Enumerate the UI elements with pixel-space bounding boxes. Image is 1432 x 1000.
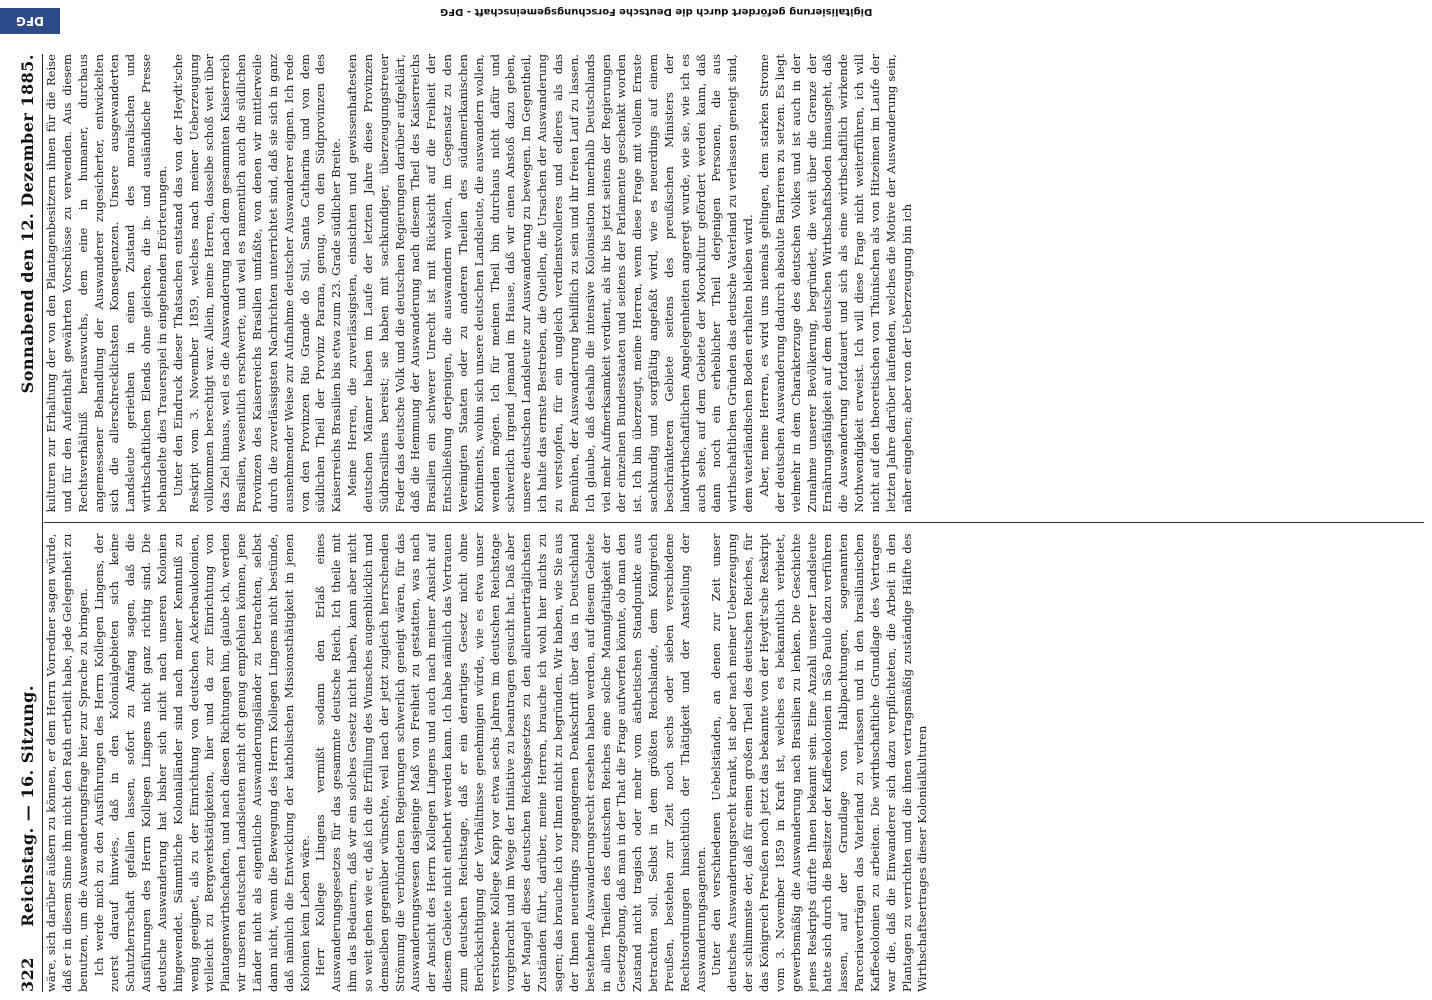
column-divider [44, 523, 1424, 524]
paragraph: wäre, sich darüber äußern zu können, er dem Herrn Vorredner sagen würde, daß er in diesem Sinne ihm nicht den Rath ertheilt habe, jede Gelegenheit zu benutzen, um die Auswanderungsfrage hier zur Sprache zu bringen. [44, 533, 90, 992]
paragraph: Unter den Eindruck dieser Thatsachen entstand das von der Heydt'sche Reskript vom 3. November 1859, welches nach meiner Ueberzeugung vollkommen berechtigt war. Allein, meine Herren, dasselbe schoß weit über das Ziel hinaus, weil es die Auswanderung nach dem gesammten Kaiserreich Brasilien, wesentlich erschwerte, und weil es namentlich auch die südlichen Provinzen des Kaiserreichs Brasilien umfaßte, von denen wir mittlerweile durch die zuverlässigsten Nachrichten unterrichtet sind, daß sie sich in ganz ausnehmender Weise zur Aufnahme deutscher Auswanderer eignen. Ich rede von den Provinzen Rio Grande do Sul, Santa Catharina und von dem südlichen Theil der Provinz Parana, genug, von den Südprovinzen des Kaiserreichs Brasilien bis etwa zum 23. Grade südlicher Breite. [170, 54, 344, 513]
header-session: Reichstag. — 16. Sitzung. [17, 685, 37, 927]
paragraph: Meine Herren, die zuverlässigsten, einsichten und gewissenhaftesten deutschen Männer haben im Laufe der letzten Jahre diese Provinzen Südbrasiliens bereist; sie haben mit sachkundiger, überzeugungstreuer Feder das deutsche Volk und die deutschen Regierungen darüber aufgeklärt, daß die Hemmung der Auswanderung nach diesem Theil des Kaiserreichs Brasilien ein schwerer Unrecht ist mit Rücksicht auf die Freiheit der Entschließung derjenigen, die auswandern wollen, im Gegensatz zu den Vereinigten Staaten oder zu anderen Theilen des südamerikanischen Kontinents, wohin sich unsere deutschen Landsleute, die auswandern wollen, wenden mögen. Ich für meinen Theil bin durchaus nicht dafür und schwerlich irgend jemand im Hause, daß wir einen Anstoß dazu geben, unsere deutschen Landsleute zur Auswanderung zu bewegen. Im Gegentheil, ich halte das ernste Bestreben, die Quellen, die Ursachen der Auswanderung zu verstopfen, für ein ungleich verdienstvolleres und edleres als das Bemühen, der Auswanderung behilflich zu sein und ihr freien Lauf zu lassen. Ich glaube, daß deshalb die intensive Kolonisation innerhalb Deutschlands viel mehr Aufmerksamkeit verdient, als ihr bis jetzt seitens der Regierungen der einzelnen Bundesstaaten und seitens der Parlamente geschenkt worden ist. Ich bin überzeugt, meine Herren, wenn diese Frage mit vollem Ernste sachkundig und sorgfältig angefaßt wird, wie es neuerdings auf einem beschränkteren Gebiete seitens des preußischen Ministers der landwirthschaftlichen Angelegenheiten angeregt wurde, wie sie, wie ich es auch sehe, auf dem Gebiete der Moorkultur gefördert werden kann, daß dann noch ein erheblicher Theil derjenigen Personen, die aus wirthschaftlichen Gründen das deutsche Vaterland zu verlassen geneigt sind, dem vaterländischen Boden erhalten bleiben wird. [345, 54, 756, 513]
paragraph: Herr Kollege Lingens vermißt sodann den Erlaß eines Auswanderungsgesetzes für das gesammte deutsche Reich. Ich theile mit ihm das Bedauern, daß wir ein solches Gesetz nicht haben, kann aber nicht so weit gehen wie er, daß ich die Erfüllung des Wunsches augenblicklich und demselben gegenüber wünschte, weil nach der jetzt zugleich herrschenden Strömung die verbündeten Regierungen schwerlich geneigt wären, für das Auswanderungswesen dasjenige Maß von Freiheit zu gestatten, was nach der Ansicht des Herrn Kollegen Lingens und auch nach meiner Ansicht auf diesem Gebiete nicht entbehrt werden kann. Ich habe nämlich das Vertrauen zum deutschen Reichstage, daß er ein derartiges Gesetz nicht ohne Berücksichtigung der Verhältnisse genehmigen würde, wie es etwa unser verstorbene Kollege Kapp vor etwa sechs Jahren im deutschen Reichstage vorgebracht und im Wege der Initiative zu beantragen gesucht hat. Daß aber der Mangel dieses deutschen Reichsgesetzes zu den allerunerträglichsten Zuständen führt, darüber, meine Herren, brauche ich wohl hier nichts zu sagen; das brauche ich vor Ihnen nicht zu begründen. Wir haben, wie Sie aus der Ihnen neuerdings zugegangenen Denkschrift über das in Deutschland bestehende Auswanderungsrecht ersehen haben werden, auf diesem Gebiete in allen Theilen des deutschen Reiches eine solche Mannigfaltigkeit der Gesetzgebung, daß man in der That die Frage aufwerfen könnte, ob man den Zustand nicht tragisch oder mehr vom ästhetischen Standpunkte aus betrachten soll. Selbst in dem größten Reichslande, dem Königreich Preußen, bestehen zur Zeit noch sechs oder sieben verschiedene Rechtsordnungen hinsichtlich der Thätigkeit und der Anstellung der Auswanderungsagenten. [313, 533, 708, 992]
header-left [18, 685, 37, 992]
paragraph: Aber, meine Herren, es wird uns niemals gelingen, dem starken Strome der deutschen Auswanderung dadurch absolute Barrieren zu setzen. Es liegt vielmehr in dem Charakterzuge des deutschen Volkes und ist auch in der Zunahme unserer Bevölkerung, begründet, die weit über die Grenze der Ernährungsfähigkeit auf dem deutschen Wirthschaftsboden hinausgeht, daß die Auswanderung fortdauert und sich als eine wirthschaftlich wirkende Nothwendigkeit erweist. Ich will diese Frage nicht weiterführen, ich will nicht auf den theoretischen von Thünischen als von Hitzeimen im Laufe der letzten Jahre darüber laufenden, welches die Motive der Auswanderung sein, näher eingehen; aber von der Ueberzeugung bin ich [756, 54, 914, 513]
dfg-credit-strip [0, 0, 1432, 40]
paragraph: kulturen zur Erhaltung der von den Plantagenbesitzern ihnen für die Reise und für den Aufenthalt gewährten Vorschüsse zu verwenden. Aus diesem Rechtsverhältniß herauswuchs, dem eine in humaner, durchaus angemessener Behandlung der Auswanderer zugesicherter, entwickelten sich die allerschrecklichsten Konsequenzen. Unsere ausgewanderten Landsleute geriethen in einen Zustand des moralischen und wirthschaftlichen Elends ohne gleichen, die in- und ausländische Presse behandelte dies Trauerspiel in eingehenden Erörterungen. [44, 54, 169, 513]
text-column-left [44, 534, 1424, 993]
page-header [14, 54, 43, 992]
dfg-credit-text: Digitalisierung gefördert durch die Deutsche Forschungsgemeinschaft - DFG [440, 6, 873, 17]
dfg-logo: DFG [0, 8, 60, 34]
text-columns [44, 54, 1424, 992]
page-number: 322 [17, 957, 37, 992]
header-date: Sonnabend den 12. Dezember 1885. [17, 54, 37, 394]
paragraph: Unter den verschiedenen Uebelständen, an denen zur Zeit unser deutsches Auswanderungsrecht krankt, ist aber nach meiner Ueberzeugung der schlimmste der, daß für einen großen Theil des deutschen Reiches, für das Königreich Preußen noch jetzt das bekannte von der Heydt'sche Reskript vom 3. November 1859 in Kraft ist, welches es bekanntlich verbietet, gewerbsmäßig die Auswanderung nach Brasilien zu lenken. Die Geschichte jenes Reskripts dürfte Ihnen bekannt sein. Eine Anzahl unserer Landsleute hatte sich durch die Besitzer der Kaffeekolonien in São Paulo dazu verführen lassen, auf der Grundlage von Halbpachtungen, sogenannten Parceriaverträgen das Vaterland zu verlassen und in den brasilianischen Kaffeekolonien zu arbeiten. Die wirthschaftliche Grundlage des Vertrages war die, daß die Einwanderer sich dazu verpflichteten, die Arbeit in den Plantagen zu verrichten und die ihnen vertragsmäßig zuständige Hälfte des Wirthschaftsertrages dieser Kolonialkulturen [709, 533, 930, 992]
paragraph: Ich werde mich zu den Ausführungen des Herrn Kollegen Lingens, der zuerst darauf hinwies, daß in den Kolonialgebieten sich keine Schutzherrschaft gefallen lassen, sofort zu Anfang sagen, daß die Ausführungen des Herrn Kollegen Lingens nicht ganz richtig sind. Die deutsche Auswanderung hat bisher sich nicht nach unseren Kolonien hingewendet. Sämmtliche Kolonialländer sind nach meiner Kenntniß zu wenig geeignet, als zu der Einrichtung von deutschen Ackerbaukolonien, vielleicht zu Bergwerkstätigkeiten, hier und da zur Einrichtung von Plantagenwirthschaften, und nach diesen Richtungen hin, glaube ich, werden wir unseren deutschen Landsleuten nicht oft genug empfehlen können, jene Länder nicht als eigentliche Auswanderungsländer zu betrachten, selbst dann nicht, wenn die Bewegung des Herrn Kollegen Lingens nicht bestünde, daß nämlich die Entwicklung der katholischen Missionsthätigkeit in jenen Kolonien kein Leben wäre. [91, 533, 312, 992]
text-column-right [44, 54, 1424, 513]
